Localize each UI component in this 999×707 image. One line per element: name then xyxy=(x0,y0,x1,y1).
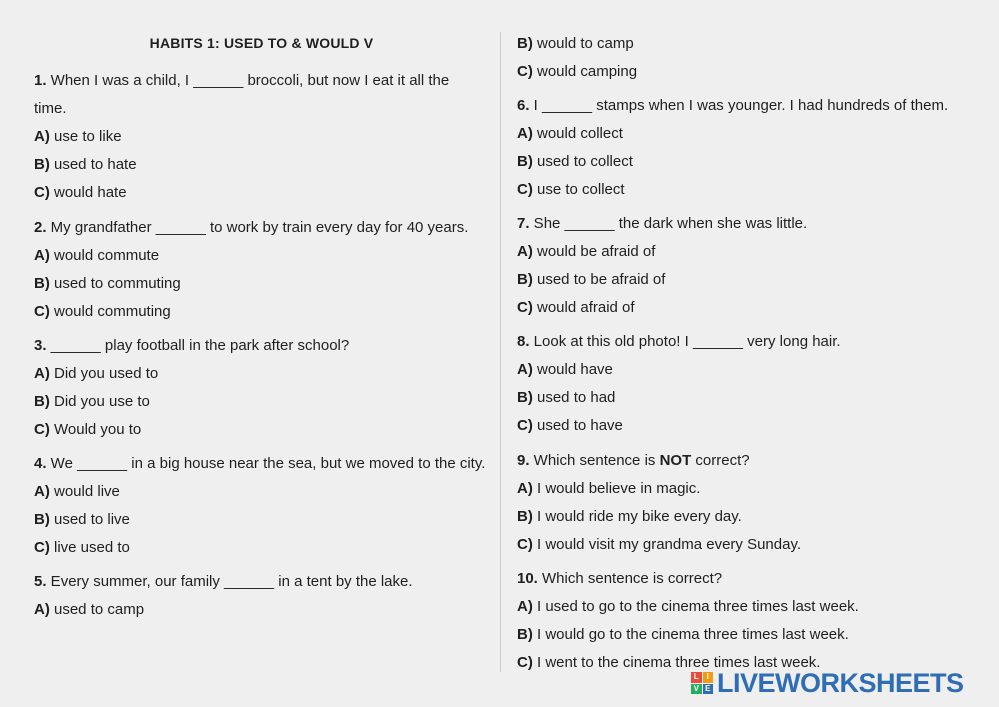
answer-option[interactable] xyxy=(517,271,665,289)
answer-option[interactable] xyxy=(34,365,158,383)
line-text: used to be afraid of xyxy=(532,271,666,288)
question-text xyxy=(517,333,841,351)
question-text xyxy=(34,573,413,591)
answer-option[interactable] xyxy=(34,184,127,202)
logo-letter: I xyxy=(703,672,714,683)
line-text: use to like xyxy=(49,128,122,145)
line-text: would commuting xyxy=(49,303,171,320)
option-letter: A) xyxy=(34,128,50,145)
line-text: used to had xyxy=(532,389,616,406)
line-text: would be afraid of xyxy=(532,243,656,260)
option-letter: C) xyxy=(34,421,50,438)
answer-option[interactable] xyxy=(517,626,849,644)
line-text: live used to xyxy=(49,539,130,556)
answer-option[interactable] xyxy=(517,389,615,407)
option-letter: B) xyxy=(517,35,533,52)
emphasis-text: NOT xyxy=(659,452,692,469)
line-text: time. xyxy=(34,100,67,117)
line-text: Did you used to xyxy=(49,365,159,382)
option-letter: A) xyxy=(517,243,533,260)
option-letter: A) xyxy=(34,483,50,500)
option-letter: B) xyxy=(34,156,50,173)
line-text: used to have xyxy=(532,417,623,434)
option-letter: B) xyxy=(517,508,533,525)
option-letter: A) xyxy=(517,125,533,142)
line-text: would have xyxy=(532,361,613,378)
answer-option[interactable] xyxy=(517,361,613,379)
line-text: used to camp xyxy=(49,601,145,618)
answer-option[interactable] xyxy=(517,417,623,435)
line-text: I ______ stamps when I was younger. I had hundreds of them. xyxy=(529,97,949,114)
answer-option[interactable] xyxy=(517,35,634,53)
option-letter: B) xyxy=(34,511,50,528)
answer-option[interactable] xyxy=(34,511,130,529)
option-letter: C) xyxy=(517,536,533,553)
line-text: would collect xyxy=(532,125,623,142)
line-text: would to camp xyxy=(532,35,634,52)
line-text: I used to go to the cinema three times last week. xyxy=(532,598,859,615)
option-letter: B) xyxy=(517,153,533,170)
liveworksheets-logo xyxy=(691,669,964,697)
answer-option[interactable] xyxy=(34,483,120,501)
answer-option[interactable] xyxy=(517,153,633,171)
option-letter: B) xyxy=(517,389,533,406)
logo-letter: L xyxy=(691,672,702,683)
answer-option[interactable] xyxy=(517,243,655,261)
answer-option[interactable] xyxy=(34,393,150,411)
line-text: use to collect xyxy=(532,181,625,198)
question-number: 6. xyxy=(517,97,530,114)
question-number: 8. xyxy=(517,333,530,350)
option-letter: A) xyxy=(517,598,533,615)
line-text: used to collect xyxy=(532,153,633,170)
question-text xyxy=(517,97,948,115)
line-text: Which sentence is xyxy=(529,452,660,469)
line-text: Look at this old photo! I ______ very long hair. xyxy=(529,333,841,350)
answer-option[interactable] xyxy=(517,63,637,81)
answer-option[interactable] xyxy=(34,275,181,293)
line-text: I went to the cinema three times last week. xyxy=(532,654,821,671)
line-text: We ______ in a big house near the sea, but we moved to the city. xyxy=(46,455,486,472)
line-text: I would believe in magic. xyxy=(532,480,701,497)
question-number: 9. xyxy=(517,452,530,469)
question-text xyxy=(34,219,468,237)
line-text: I would visit my grandma every Sunday. xyxy=(532,536,801,553)
logo-letter: E xyxy=(703,684,714,695)
page-title: HABITS 1: USED TO & WOULD V xyxy=(149,35,374,51)
line-text: Every summer, our family ______ in a tent by the lake. xyxy=(46,573,413,590)
line-text: Did you use to xyxy=(49,393,150,410)
question-number: 7. xyxy=(517,215,530,232)
line-text: used to live xyxy=(49,511,130,528)
option-letter: B) xyxy=(517,271,533,288)
logo-icon xyxy=(691,672,713,694)
option-letter: C) xyxy=(517,654,533,671)
question-text xyxy=(517,570,722,588)
option-letter: A) xyxy=(34,247,50,264)
option-letter: C) xyxy=(517,63,533,80)
line-text: would live xyxy=(49,483,120,500)
option-letter: C) xyxy=(34,184,50,201)
line-text: correct? xyxy=(691,452,750,469)
answer-option[interactable] xyxy=(517,125,623,143)
answer-option[interactable] xyxy=(517,536,801,554)
answer-option[interactable] xyxy=(34,247,159,265)
answer-option[interactable] xyxy=(34,303,171,321)
column-divider xyxy=(500,32,501,672)
line-text: used to commuting xyxy=(49,275,181,292)
option-letter: A) xyxy=(34,365,50,382)
question-text xyxy=(34,455,485,473)
question-number: 1. xyxy=(34,72,47,89)
answer-option[interactable] xyxy=(517,598,859,616)
question-text xyxy=(517,215,807,233)
answer-option[interactable] xyxy=(517,508,742,526)
question-number: 5. xyxy=(34,573,47,590)
option-letter: B) xyxy=(34,393,50,410)
option-letter: A) xyxy=(34,601,50,618)
line-text: would afraid of xyxy=(532,299,635,316)
line-text: would camping xyxy=(532,63,638,80)
line-text: would commute xyxy=(49,247,160,264)
line-text: ______ play football in the park after school? xyxy=(46,337,350,354)
answer-option[interactable] xyxy=(517,181,625,199)
question-text xyxy=(34,72,449,90)
question-number: 2. xyxy=(34,219,47,236)
line-text: She ______ the dark when she was little. xyxy=(529,215,808,232)
logo-text: LIVEWORKSHEETS xyxy=(717,667,964,698)
option-letter: A) xyxy=(517,480,533,497)
logo-letter: V xyxy=(691,684,702,695)
option-letter: C) xyxy=(517,181,533,198)
line-text: would hate xyxy=(49,184,127,201)
answer-option[interactable] xyxy=(517,480,700,498)
answer-option[interactable] xyxy=(34,156,137,174)
answer-option[interactable] xyxy=(34,601,144,619)
option-letter: C) xyxy=(517,299,533,316)
answer-option[interactable] xyxy=(34,421,141,439)
option-letter: B) xyxy=(34,275,50,292)
question-number: 10. xyxy=(517,570,538,587)
line-text: Would you to xyxy=(49,421,142,438)
question-text xyxy=(34,337,349,355)
answer-option[interactable] xyxy=(34,128,122,146)
option-letter: C) xyxy=(517,417,533,434)
question-text xyxy=(517,452,750,470)
line-text: I would go to the cinema three times last week. xyxy=(532,626,849,643)
answer-option[interactable] xyxy=(34,539,130,557)
line-text: used to hate xyxy=(49,156,137,173)
option-letter: A) xyxy=(517,361,533,378)
line-text: I would ride my bike every day. xyxy=(532,508,742,525)
question-number: 4. xyxy=(34,455,47,472)
option-letter: C) xyxy=(34,303,50,320)
option-letter: C) xyxy=(34,539,50,556)
question-text xyxy=(34,100,67,118)
line-text: Which sentence is correct? xyxy=(537,570,723,587)
line-text: When I was a child, I ______ broccoli, but now I eat it all the xyxy=(46,72,450,89)
answer-option[interactable] xyxy=(517,299,635,317)
option-letter: B) xyxy=(517,626,533,643)
question-number: 3. xyxy=(34,337,47,354)
line-text: My grandfather ______ to work by train every day for 40 years. xyxy=(46,219,469,236)
